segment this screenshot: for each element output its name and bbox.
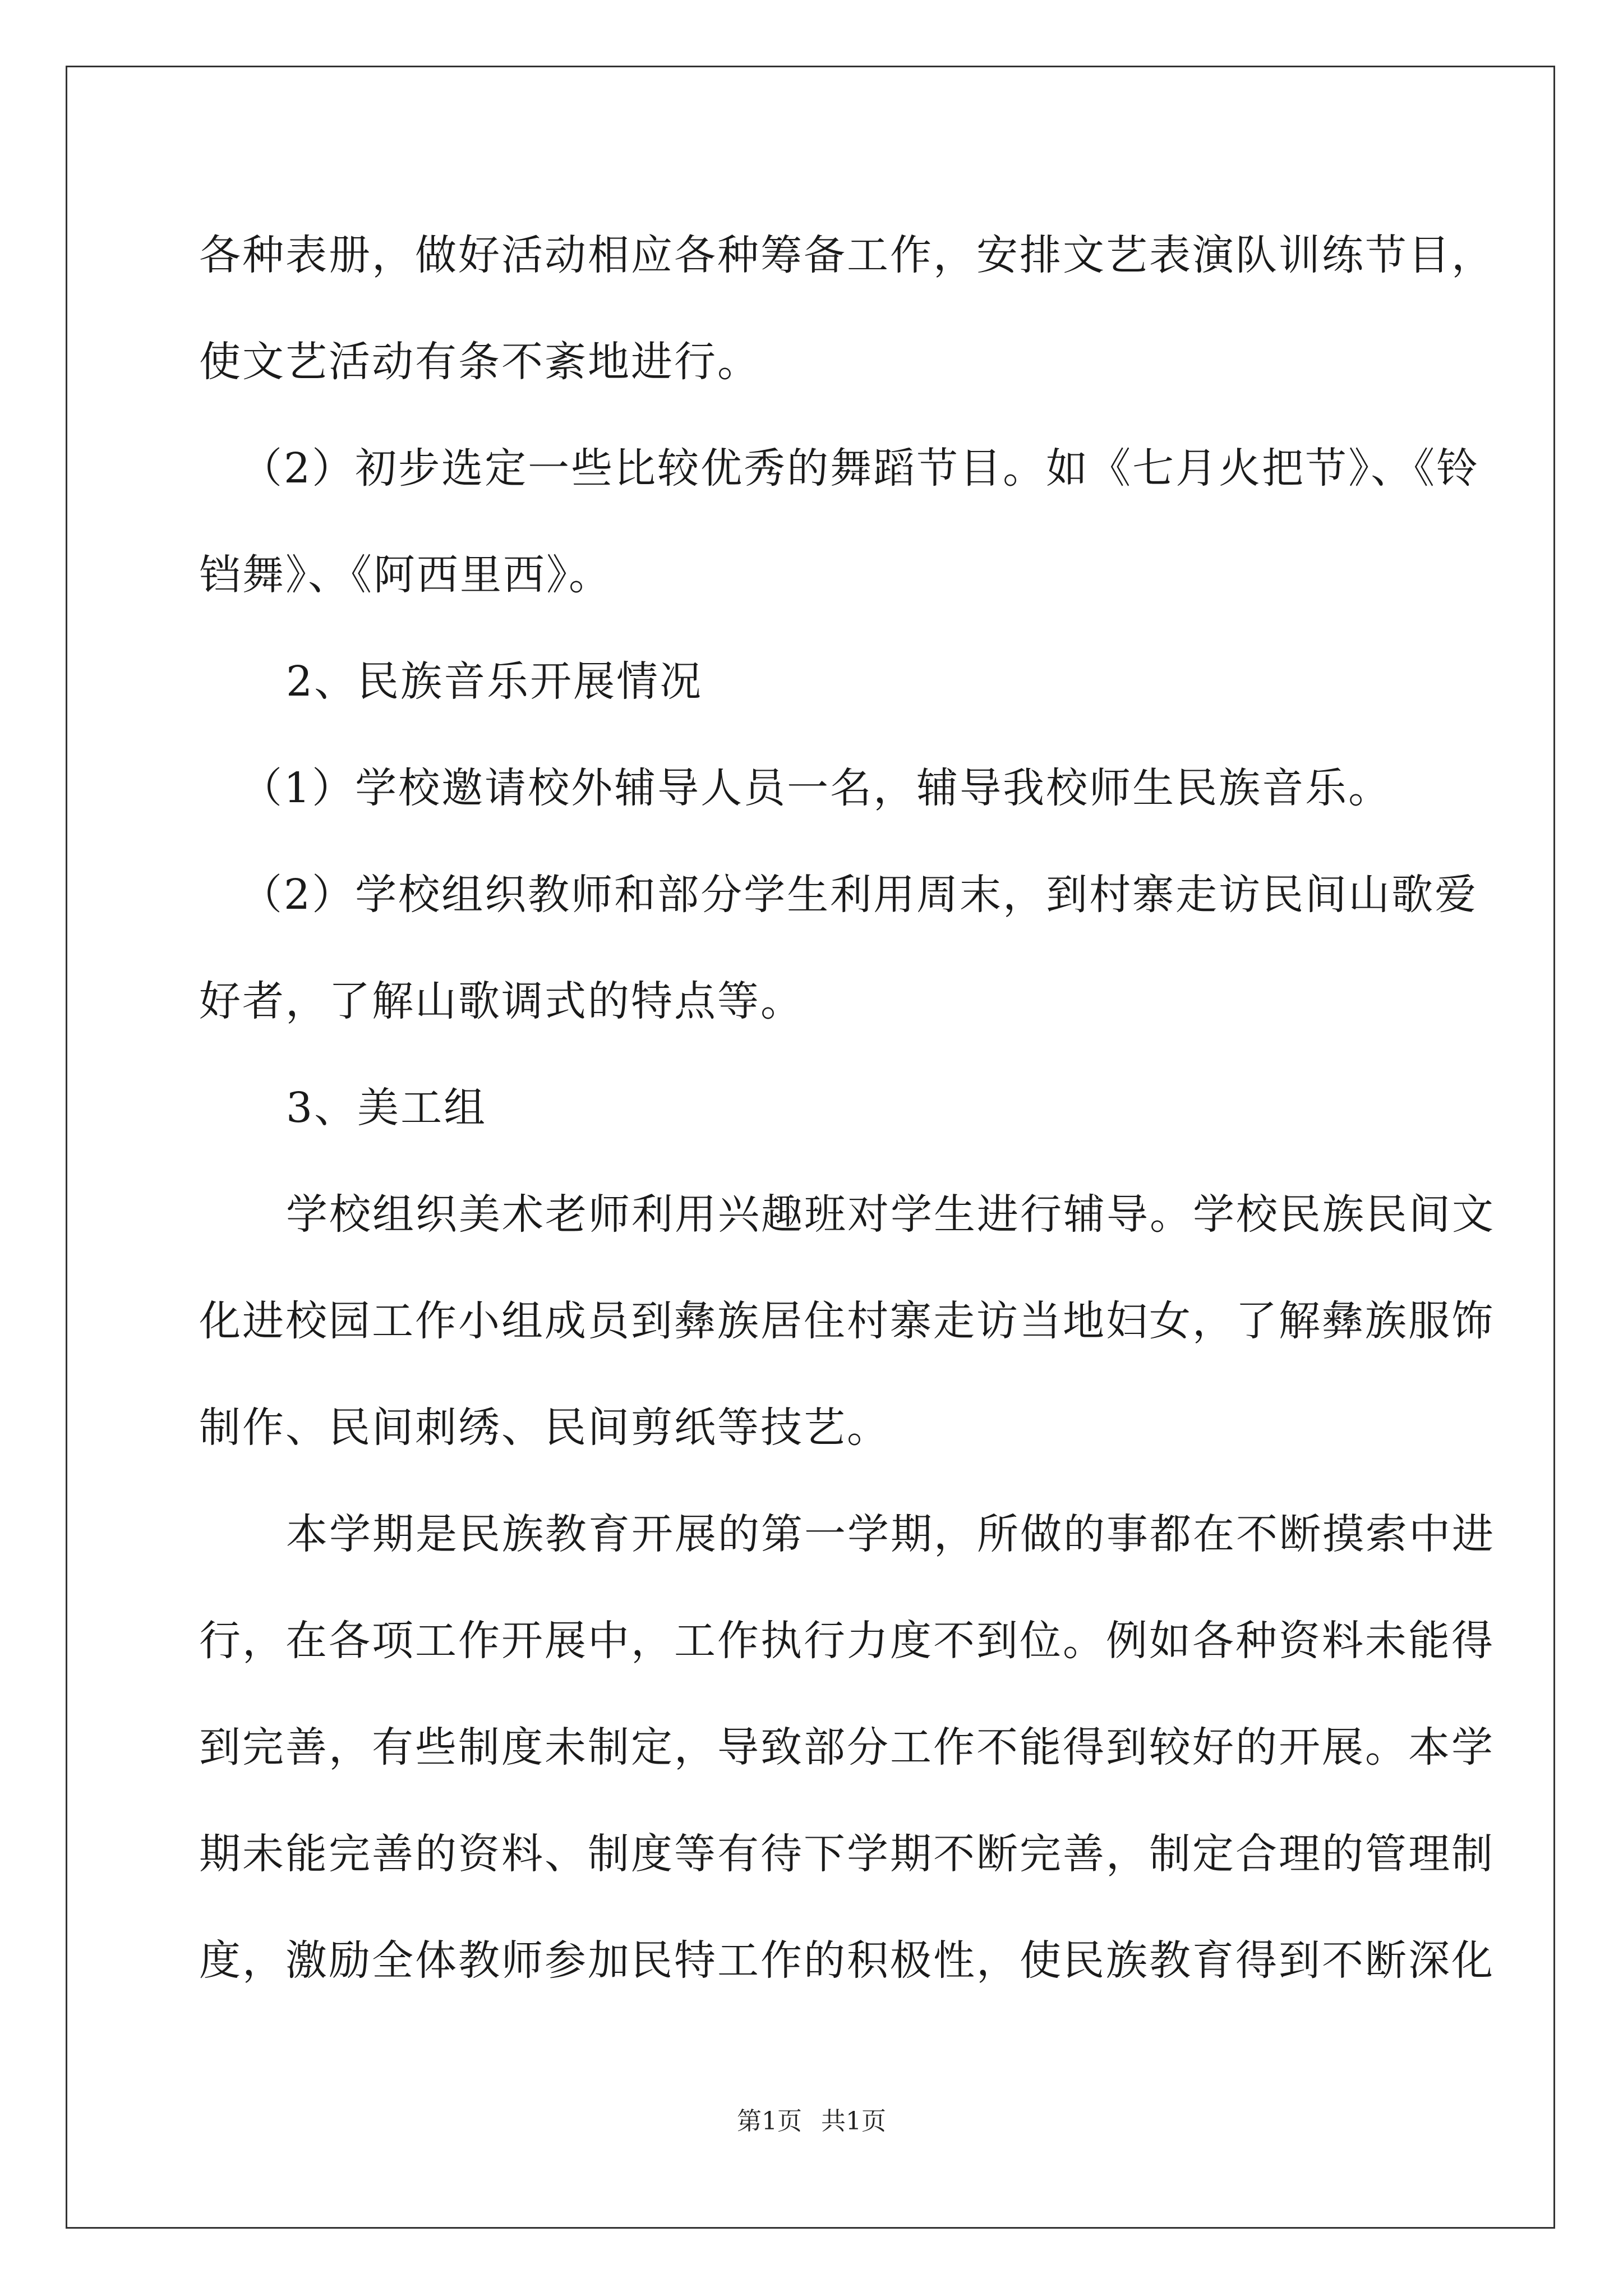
- text-line: （2）学校组织教师和部分学生利用周末，到村寨走访民间山歌爱: [241, 871, 1478, 919]
- text-line: 学校组织美术老师利用兴趣班对学生进行辅导。学校民族民间文: [286, 1190, 1495, 1239]
- page-number-current: 第1页: [737, 2107, 802, 2136]
- section-heading: 3、美工组: [286, 1084, 487, 1132]
- text-line: 好者，了解山歌调式的特点等。: [199, 977, 804, 1025]
- text-line: 度，激励全体教师参加民特工作的积极性，使民族教育得到不断深化: [199, 1936, 1495, 1985]
- document-body: [199, 202, 1495, 2014]
- text-line: 行，在各项工作开展中，工作执行力度不到位。例如各种资料未能得: [199, 1617, 1495, 1665]
- text-line: 期未能完善的资料、制度等有待下学期不断完善，制定合理的管理制: [199, 1830, 1495, 1878]
- text-line: 本学期是民族教育开展的第一学期，所做的事都在不断摸索中进: [286, 1510, 1495, 1558]
- text-line: （2）初步选定一些比较优秀的舞蹈节目。如《七月火把节》、《铃: [241, 444, 1480, 493]
- text-line: 化进校园工作小组成员到彝族居住村寨走访当地妇女，了解彝族服饰: [199, 1297, 1495, 1345]
- text-line: （1）学校邀请校外辅导人员一名，辅导我校师生民族音乐。: [241, 764, 1392, 812]
- text-line: 使文艺活动有条不紊地进行。: [199, 338, 760, 386]
- page-number-total: 共1页: [821, 2107, 886, 2136]
- text-line: 到完善，有些制度未制定，导致部分工作不能得到较好的开展。本学: [199, 1723, 1495, 1772]
- page-footer: [0, 2101, 1623, 2137]
- text-line: 制作、民间刺绣、民间剪纸等技艺。: [199, 1404, 890, 1452]
- section-heading: 2、民族音乐开展情况: [286, 657, 703, 706]
- text-line: 各种表册，做好活动相应各种筹备工作，安排文艺表演队训练节目，: [199, 231, 1495, 279]
- text-line: 铛舞》、《阿西里西》。: [199, 551, 612, 599]
